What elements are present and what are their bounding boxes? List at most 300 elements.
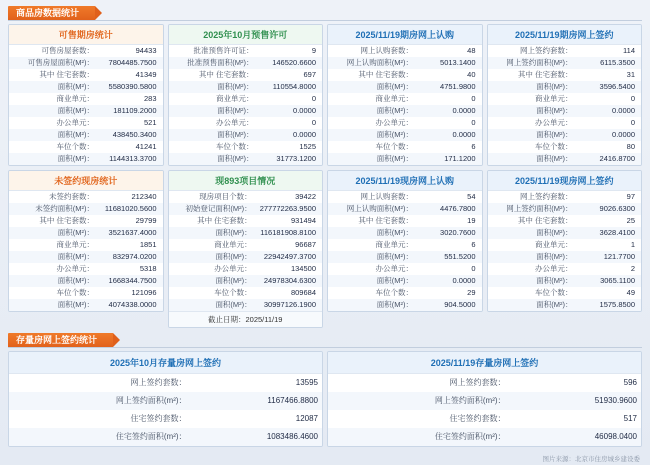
row-value: 13595 (295, 378, 318, 387)
row-label: 其中 住宅套数： (39, 70, 95, 79)
card-title: 未签约现房统计 (9, 171, 163, 191)
section-stock-housing (8, 333, 642, 447)
card-table (328, 191, 482, 311)
table-row (328, 45, 482, 57)
row-label: 网上签约面积(M²)： (488, 57, 577, 69)
row-value: 283 (143, 94, 157, 103)
row-label: 面积(M²)： (9, 251, 98, 263)
row-label: 网上签约面积(M²)： (488, 203, 577, 215)
row-label: 可售房屋面积(M²)： (9, 57, 98, 69)
table-row (9, 105, 163, 117)
card-stock-contract-day (327, 351, 642, 447)
row-value: 121.7700 (577, 251, 641, 263)
table-row (488, 215, 642, 227)
row-label: 商业单元： (375, 94, 414, 103)
row-label: 其中 住宅套数： (39, 216, 95, 225)
row-value: 1575.8500 (577, 299, 641, 311)
row-value: 212340 (131, 192, 157, 201)
table-row (169, 287, 323, 299)
row-label: 其中 住宅套数： (517, 216, 573, 225)
card-column-1 (8, 24, 164, 328)
table-row (328, 374, 641, 392)
card-table (9, 45, 163, 165)
table-row (9, 275, 163, 287)
card-column-2 (168, 24, 324, 328)
row-value: 6 (471, 240, 476, 249)
row-value: 0.0000 (577, 129, 641, 141)
row-value: 2 (630, 264, 635, 273)
row-label: 面积(M²)： (169, 105, 258, 117)
row-label: 面积(M²)： (328, 129, 417, 141)
table-row (488, 93, 642, 105)
row-value: 25 (626, 216, 635, 225)
row-label: 商业单元： (56, 94, 95, 103)
row-value: 904.5000 (417, 299, 481, 311)
table-row (9, 251, 163, 263)
table-row (9, 374, 322, 392)
row-label: 现房项目个数： (199, 192, 252, 201)
row-value: 171.1200 (417, 153, 481, 165)
row-value: 41349 (135, 70, 157, 79)
row-label: 面积(M²)： (169, 129, 258, 141)
card-title: 2025年10月预售许可 (169, 25, 323, 45)
table-row (9, 203, 163, 215)
row-label: 面积(M²)： (169, 81, 258, 93)
row-value: 5580390.5800 (98, 81, 162, 93)
row-label: 办公单元： (375, 118, 414, 127)
row-label: 网上认购套数： (360, 192, 414, 201)
row-value: 521 (143, 118, 157, 127)
row-label: 初始登记面积(M²)： (169, 203, 256, 215)
row-label: 车位个数： (375, 142, 414, 151)
table-row (169, 239, 323, 251)
table-row (9, 57, 163, 69)
table-row (9, 69, 163, 81)
table-row (9, 81, 163, 93)
row-label: 面积(M²)： (488, 251, 577, 263)
table-row (328, 251, 482, 263)
table-row (328, 117, 482, 129)
table-row (9, 392, 322, 410)
table-row (488, 299, 642, 311)
row-value: 4751.9800 (417, 81, 481, 93)
row-label: 车位个数： (216, 142, 254, 151)
row-value: 116181908.8100 (256, 227, 322, 239)
row-label: 网上签约面积(m²)： (9, 392, 191, 410)
row-label: 网上认购面积(M²)： (328, 203, 417, 215)
row-value: 1167466.8800 (191, 392, 322, 410)
row-label: 网上认购套数： (360, 46, 414, 55)
row-label: 办公单元： (216, 118, 254, 127)
row-value: 931494 (290, 216, 316, 225)
row-value: 2416.8700 (577, 153, 641, 165)
row-label: 商业单元： (216, 94, 254, 103)
row-value: 0 (311, 118, 316, 127)
table-row (9, 239, 163, 251)
card-existing-project-status (168, 170, 324, 328)
table-row (9, 141, 163, 153)
row-value: 4074338.0000 (98, 299, 162, 311)
table-row (328, 153, 482, 165)
table-row (9, 428, 322, 446)
row-value: 3065.1100 (577, 275, 641, 287)
table-row (488, 81, 642, 93)
row-value: 114 (623, 46, 635, 55)
row-value: 0.0000 (417, 105, 481, 117)
row-value: 49 (626, 288, 635, 297)
row-label: 未签约套数： (49, 192, 95, 201)
table-row (328, 392, 641, 410)
row-value: 6115.3500 (577, 57, 641, 69)
row-value: 121096 (131, 288, 157, 297)
table-row (488, 275, 642, 287)
row-label: 商业单元： (535, 240, 573, 249)
table-row (488, 45, 642, 57)
row-label: 网上签约面积(m²)： (328, 392, 510, 410)
row-label: 其中 住宅套数： (198, 70, 254, 79)
table-row (488, 57, 642, 69)
row-label: 面积(M²)： (488, 227, 577, 239)
row-label: 可售房屋套数： (41, 46, 95, 55)
table-row (9, 227, 163, 239)
row-value: 1083486.4600 (191, 428, 322, 446)
row-value: 46098.0400 (510, 428, 641, 446)
card-table (9, 191, 163, 311)
row-label: 网上签约套数： (520, 192, 573, 201)
row-value: 1851 (139, 240, 157, 249)
row-label: 面积(M²)： (488, 275, 577, 287)
row-label: 网上签约套数： (130, 378, 187, 387)
row-value: 31 (626, 70, 635, 79)
row-label: 商业单元： (56, 240, 95, 249)
card-title: 2025/11/19存量房网上签约 (328, 352, 641, 374)
card-available-presale (8, 24, 164, 166)
row-label: 车位个数： (535, 288, 573, 297)
table-row (9, 45, 163, 57)
row-label: 办公单元： (56, 264, 95, 273)
banner-rule (8, 347, 642, 348)
table-row (9, 153, 163, 165)
row-value: 551.5200 (417, 251, 481, 263)
row-label: 面积(M²)： (169, 227, 256, 239)
table-row (169, 299, 323, 311)
card-table (488, 45, 642, 165)
row-value: 596 (623, 378, 637, 387)
card-column-3 (327, 24, 483, 328)
table-row (488, 191, 642, 203)
card-title: 现893项目情况 (169, 171, 323, 191)
row-value: 438450.3400 (98, 129, 162, 141)
table-row (488, 227, 642, 239)
row-value: 4476.7800 (417, 203, 481, 215)
row-value: 134500 (290, 264, 316, 273)
row-label: 其中 住宅套数： (197, 216, 252, 225)
table-row (169, 57, 323, 69)
table-row (169, 105, 323, 117)
row-label: 其中 住宅套数： (358, 216, 414, 225)
table-row (169, 203, 323, 215)
row-label: 面积(M²)： (328, 299, 417, 311)
card-title: 2025/11/19现房网上签约 (488, 171, 642, 191)
table-row (328, 141, 482, 153)
table-row (169, 69, 323, 81)
row-value: 5013.1400 (417, 57, 481, 69)
row-value: 0 (471, 264, 476, 273)
row-value: 48 (467, 46, 476, 55)
row-value: 697 (303, 70, 316, 79)
card-table (169, 191, 323, 311)
row-value: 1525 (299, 142, 316, 151)
row-value: 40 (467, 70, 476, 79)
row-value: 0.0000 (417, 129, 481, 141)
row-value: 41241 (135, 142, 157, 151)
section-banner-commodity (8, 6, 642, 21)
card-title: 2025/11/19现房网上认购 (328, 171, 482, 191)
table-row (9, 93, 163, 105)
card-table (328, 45, 482, 165)
table-row (328, 129, 482, 141)
table-row (328, 275, 482, 287)
row-label: 住宅签约套数： (449, 414, 506, 423)
row-value: 3521637.4000 (98, 227, 162, 239)
card-title: 可售期房统计 (9, 25, 163, 45)
table-row (169, 275, 323, 287)
row-label: 面积(M²)： (9, 275, 98, 287)
table-row (9, 410, 322, 428)
table-row (488, 153, 642, 165)
table-row (328, 191, 482, 203)
table-row (169, 81, 323, 93)
table-row (328, 287, 482, 299)
row-label: 商业单元： (535, 94, 573, 103)
row-label: 面积(M²)： (488, 299, 577, 311)
row-value: 9 (311, 46, 316, 55)
row-value: 96687 (295, 240, 316, 249)
row-value: 517 (623, 414, 637, 423)
table-row (488, 105, 642, 117)
row-label: 住宅签约套数： (130, 414, 187, 423)
table-row (328, 93, 482, 105)
row-label: 车位个数： (56, 288, 95, 297)
row-value: 0 (471, 118, 476, 127)
row-value: 97 (626, 192, 635, 201)
table-row (488, 129, 642, 141)
row-value: 0.0000 (258, 129, 322, 141)
table-row (328, 263, 482, 275)
section-commodity-housing (8, 0, 642, 328)
table-row (328, 215, 482, 227)
row-label: 面积(M²)： (328, 105, 417, 117)
card-existing-online-contract (487, 170, 643, 312)
banner-rule (8, 20, 642, 21)
table-row (169, 93, 323, 105)
card-table (9, 374, 322, 446)
row-value: 9026.6300 (577, 203, 641, 215)
card-title: 2025年10月存量房网上签约 (9, 352, 322, 374)
row-label: 网上认购面积(M²)： (328, 57, 417, 69)
row-label: 商业单元： (375, 240, 414, 249)
row-value: 31773.1200 (258, 153, 322, 165)
table-row (9, 129, 163, 141)
cutoff-date: 截止日期：2025/11/19 (169, 311, 323, 327)
table-row (328, 428, 641, 446)
row-label: 面积(M²)： (488, 105, 577, 117)
card-title: 2025/11/19期房网上认购 (328, 25, 482, 45)
card-title: 2025/11/19期房网上签约 (488, 25, 642, 45)
table-row (328, 410, 641, 428)
row-value: 5318 (139, 264, 157, 273)
row-label: 面积(M²)： (328, 227, 417, 239)
card-presale-online-contract (487, 24, 643, 166)
table-row (9, 287, 163, 299)
row-label: 批准预售面积(M²)： (169, 57, 258, 69)
section-title-stock: 存量房网上签约统计 (8, 333, 113, 348)
table-row (328, 227, 482, 239)
row-label: 网上签约套数： (520, 46, 573, 55)
card-column-4 (487, 24, 643, 328)
table-row (9, 299, 163, 311)
image-credit: 图片来源：北京市住房城乡建设委 (542, 456, 640, 463)
row-label: 办公单元： (375, 264, 414, 273)
table-row (169, 191, 323, 203)
row-value: 29799 (135, 216, 157, 225)
row-label: 批准预售许可证： (193, 46, 254, 55)
row-value: 3596.5400 (577, 81, 641, 93)
row-value: 6 (471, 142, 476, 151)
row-value: 3628.4100 (577, 227, 641, 239)
row-value: 1 (630, 240, 635, 249)
table-row (328, 105, 482, 117)
row-label: 面积(M²)： (328, 275, 417, 287)
row-label: 网上签约套数： (449, 378, 506, 387)
card-existing-online-subscription (327, 170, 483, 312)
row-value: 3020.7600 (417, 227, 481, 239)
table-row (328, 57, 482, 69)
row-value: 12087 (295, 414, 318, 423)
table-row (169, 129, 323, 141)
row-value: 277772263.9500 (256, 203, 322, 215)
row-label: 商业单元： (214, 240, 252, 249)
table-row (488, 239, 642, 251)
row-value: 809684 (290, 288, 316, 297)
row-label: 面积(M²)： (169, 299, 256, 311)
table-row (488, 117, 642, 129)
row-value: 0 (311, 94, 316, 103)
table-row (9, 117, 163, 129)
row-label: 其中 住宅套数： (517, 70, 573, 79)
table-row (488, 69, 642, 81)
row-label: 面积(M²)： (9, 227, 98, 239)
section-title-commodity: 商品房数据统计 (8, 6, 95, 21)
row-label: 车位个数： (214, 288, 252, 297)
row-label: 办公单元： (535, 118, 573, 127)
card-presale-online-subscription (327, 24, 483, 166)
row-value: 19 (467, 216, 476, 225)
row-value: 11681020.5600 (98, 203, 162, 215)
row-label: 面积(M²)： (328, 81, 417, 93)
row-value: 7804485.7500 (98, 57, 162, 69)
row-value: 80 (626, 142, 635, 151)
table-row (488, 287, 642, 299)
table-row (9, 191, 163, 203)
row-value: 0 (630, 118, 635, 127)
table-row (488, 141, 642, 153)
table-row (9, 215, 163, 227)
row-label: 办公单元： (214, 264, 252, 273)
table-row (488, 203, 642, 215)
row-label: 面积(M²)： (9, 299, 98, 311)
table-row (169, 45, 323, 57)
table-row (328, 299, 482, 311)
row-value: 39422 (295, 192, 316, 201)
row-label: 办公单元： (56, 118, 95, 127)
table-row (488, 251, 642, 263)
card-table (328, 374, 641, 446)
row-value: 832974.0200 (98, 251, 162, 263)
row-label: 车位个数： (535, 142, 573, 151)
row-label: 办公单元： (535, 264, 573, 273)
card-table (169, 45, 323, 165)
row-label: 未签约面积(M²)： (9, 203, 98, 215)
row-value: 0 (471, 94, 476, 103)
table-row (169, 215, 323, 227)
table-row (169, 263, 323, 275)
table-row (169, 117, 323, 129)
table-row (169, 141, 323, 153)
bottom-card-grid (8, 351, 642, 447)
row-value: 1144313.3700 (98, 153, 162, 165)
row-label: 面积(M²)： (9, 153, 98, 165)
row-value: 181109.2000 (98, 105, 162, 117)
table-row (328, 81, 482, 93)
row-label: 住宅签约面积(m²)： (9, 428, 191, 446)
row-value: 94433 (135, 46, 157, 55)
card-unsigned-existing (8, 170, 164, 312)
row-value: 30997126.1900 (256, 299, 322, 311)
row-label: 面积(M²)： (328, 153, 417, 165)
table-row (169, 227, 323, 239)
row-value: 54 (467, 192, 476, 201)
row-label: 面积(M²)： (169, 153, 258, 165)
table-row (169, 251, 323, 263)
row-value: 0.0000 (417, 275, 481, 287)
row-value: 29 (467, 288, 476, 297)
row-label: 面积(M²)： (9, 81, 98, 93)
table-row (169, 153, 323, 165)
row-label: 住宅签约面积(m²)： (328, 428, 510, 446)
row-label: 面积(M²)： (9, 129, 98, 141)
row-value: 146520.6600 (258, 57, 322, 69)
row-value: 51930.9600 (510, 392, 641, 410)
row-label: 其中 住宅套数： (358, 70, 414, 79)
row-label: 面积(M²)： (488, 129, 577, 141)
table-row (488, 263, 642, 275)
row-label: 面积(M²)： (169, 251, 256, 263)
card-grid (8, 24, 642, 328)
row-label: 面积(M²)： (488, 81, 577, 93)
row-label: 车位个数： (375, 288, 414, 297)
table-row (328, 203, 482, 215)
row-label: 车位个数： (56, 142, 95, 151)
table-row (328, 69, 482, 81)
row-label: 面积(M²)： (9, 105, 98, 117)
row-label: 面积(M²)： (488, 153, 577, 165)
row-value: 24978304.6300 (256, 275, 322, 287)
card-presale-permit-oct (168, 24, 324, 166)
row-value: 110554.8000 (258, 81, 322, 93)
card-table (488, 191, 642, 311)
row-value: 22942497.3700 (256, 251, 322, 263)
